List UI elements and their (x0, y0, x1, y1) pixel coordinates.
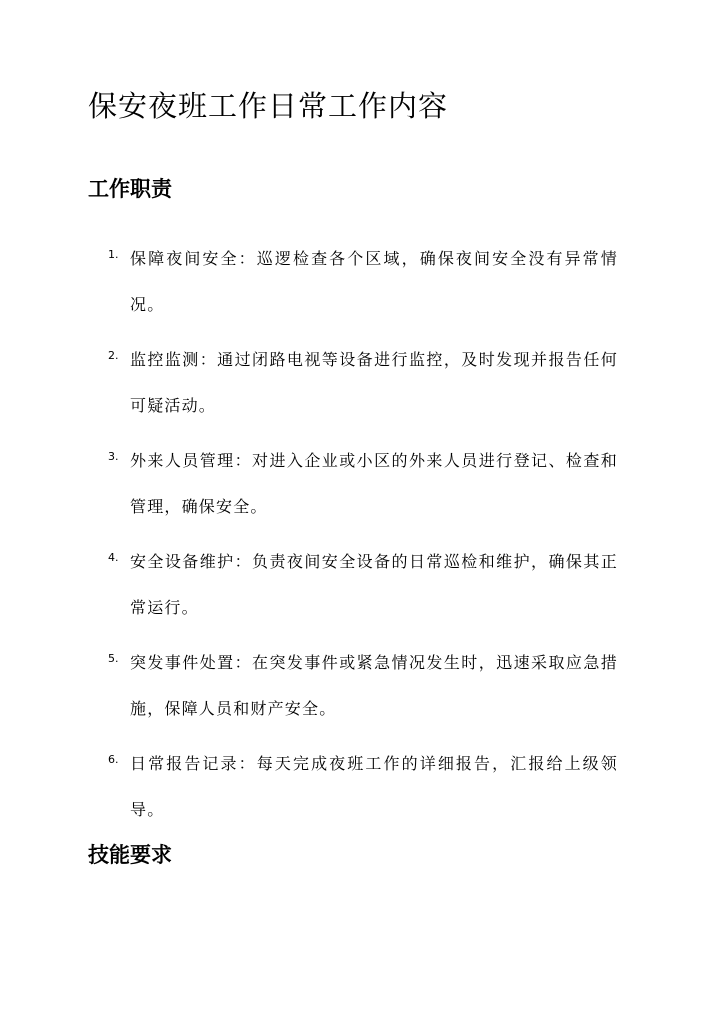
list-item (0, 337, 720, 438)
section-heading-duties: 工作职责 (88, 176, 172, 201)
list-item-number: 1. (108, 248, 119, 261)
list-item (0, 640, 720, 741)
list-item-text: 日常报告记录：每天完成夜班工作的详细报告，汇报给上级领导。 (130, 754, 618, 819)
list-item-number: 2. (108, 349, 119, 362)
list-item-number: 3. (108, 450, 119, 463)
list-item (0, 438, 720, 539)
list-item-text: 突发事件处置：在突发事件或紧急情况发生时，迅速采取应急措施，保障人员和财产安全。 (130, 653, 618, 718)
list-item-number: 6. (108, 753, 119, 766)
document-title: 保安夜班工作日常工作内容 (88, 89, 449, 123)
section-heading-skills: 技能要求 (88, 842, 172, 867)
list-item (0, 741, 720, 842)
list-item (0, 236, 720, 337)
list-item-text: 监控监测：通过闭路电视等设备进行监控，及时发现并报告任何可疑活动。 (130, 350, 618, 415)
list-item-text: 外来人员管理：对进入企业或小区的外来人员进行登记、检查和管理，确保安全。 (130, 451, 618, 516)
list-item-number: 5. (108, 652, 119, 665)
list-item-number: 4. (108, 551, 119, 564)
list-item-text: 保障夜间安全：巡逻检查各个区域，确保夜间安全没有异常情况。 (130, 249, 618, 314)
list-item (0, 539, 720, 640)
duties-list (0, 236, 720, 842)
list-item-text: 安全设备维护：负责夜间安全设备的日常巡检和维护，确保其正常运行。 (130, 552, 618, 617)
